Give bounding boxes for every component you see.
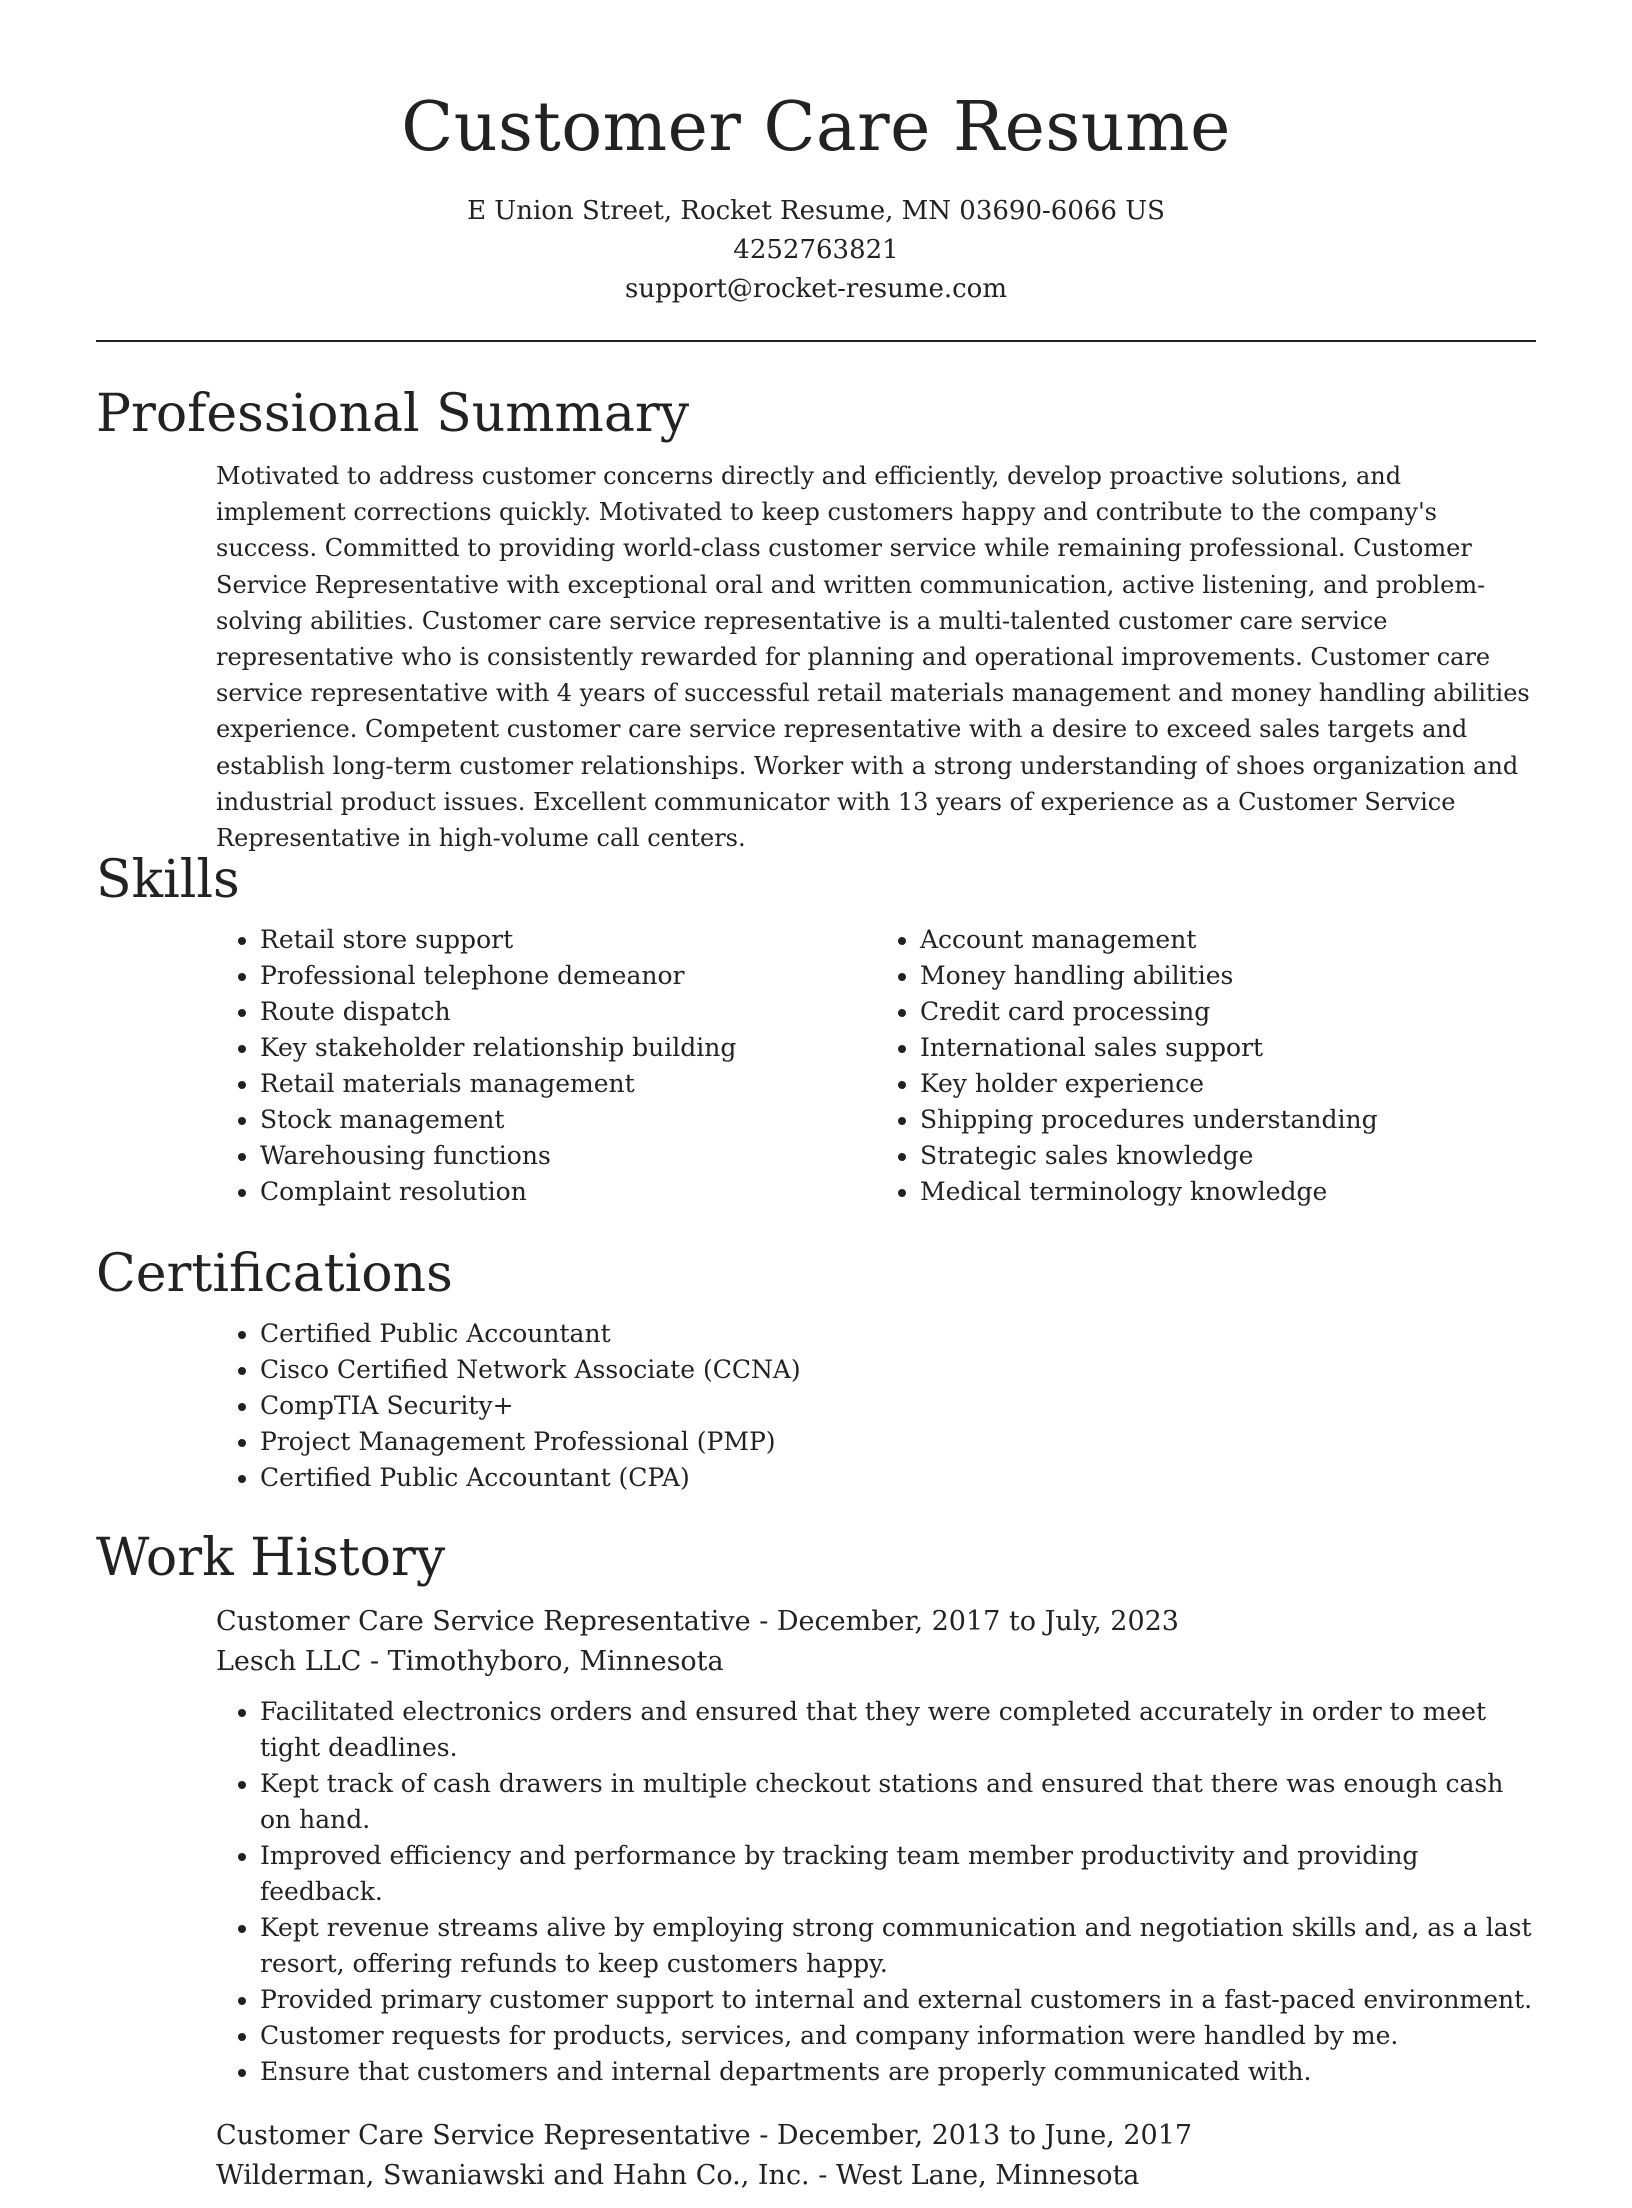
header-divider — [96, 340, 1536, 342]
skill-item: • International sales support — [920, 1030, 1536, 1066]
certifications-heading: Certifications — [96, 1244, 453, 1304]
email: support@rocket-resume.com — [624, 274, 1007, 304]
skill-item: • Retail store support — [260, 922, 876, 958]
skill-item: • Strategic sales knowledge — [920, 1138, 1536, 1174]
resume-title: Customer Care Resume — [401, 88, 1231, 167]
certification-item: • Certified Public Accountant (CPA) — [260, 1460, 1536, 1496]
job-title: Customer Care Service Representative — [216, 2120, 751, 2151]
job-bullet: • Ensure that customers and internal departments are properly communicated with. — [260, 2054, 1536, 2090]
skills-heading: Skills — [96, 850, 240, 910]
summary-heading: Professional Summary — [96, 384, 690, 444]
job-title-line — [216, 2116, 1536, 2156]
skill-item: • Money handling abilities — [920, 958, 1536, 994]
skill-item: • Key stakeholder relationship building — [260, 1030, 876, 1066]
skill-item: • Account management — [920, 922, 1536, 958]
skills-section — [96, 848, 1536, 1210]
work-history-section — [96, 1526, 1536, 2208]
skill-item: • Credit card processing — [920, 994, 1536, 1030]
job-entry — [216, 1602, 1536, 2090]
work-history-heading: Work History — [96, 1528, 446, 1588]
job-bullet: • Facilitated electronics orders and ensured that they were completed accurately in order to meet tight deadlines. — [260, 1694, 1536, 1766]
job-title-line — [216, 1602, 1536, 1642]
job-entry — [216, 2116, 1536, 2196]
certifications-list — [216, 1316, 1536, 1496]
certification-item: • Cisco Certified Network Associate (CCNA) — [260, 1352, 1536, 1388]
job-dates: - December, 2017 to July, 2023 — [750, 1606, 1179, 1637]
job-bullets — [216, 1694, 1536, 2090]
job-bullet: • Kept track of cash drawers in multiple checkout stations and ensured that there was enough cash on hand. — [260, 1766, 1536, 1838]
job-company: Lesch LLC - Timothyboro, Minnesota — [216, 1646, 724, 1677]
skill-item: • Warehousing functions — [260, 1138, 876, 1174]
skill-item: • Stock management — [260, 1102, 876, 1138]
summary-text: Motivated to address customer concerns directly and efficiently, develop proactive solutions, and implement corrections quickly. Motivated to keep customers happy and contribute to the company's success. Committed to providing world-class customer service while remaining professional. Customer Service Representative with exceptional oral and written communication, active listening, and problem-solving abilities. Customer care service representative is a multi-talented customer care service representative who is consistently rewarded for planning and operational improvements. Customer care service representative with 4 years of successful retail materials management and money handling abilities experience. Competent customer care service representative with a desire to exceed sales targets and establish long-term customer relationships. Worker with a strong understanding of shoes organization and industrial product issues. Excellent communicator with 13 years of experience as a Customer Service Representative in high-volume call centers. — [216, 462, 1530, 853]
resume-header — [0, 0, 1632, 309]
certification-item: • Project Management Professional (PMP) — [260, 1424, 1536, 1460]
skills-list-right — [876, 922, 1536, 1210]
skill-item: • Professional telephone demeanor — [260, 958, 876, 994]
job-company: Wilderman, Swaniawski and Hahn Co., Inc. - West Lane, Minnesota — [216, 2160, 1140, 2191]
address: E Union Street, Rocket Resume, MN 03690-6066 US — [467, 196, 1165, 226]
job-bullet: • Customer requests for products, services, and company information were handled by me. — [260, 2018, 1536, 2054]
certification-item: • Certified Public Accountant — [260, 1316, 1536, 1352]
job-bullet: • Kept revenue streams alive by employing strong communication and negotiation skills and, as a last resort, offering refunds to keep customers happy. — [260, 1910, 1536, 1982]
skills-list-left — [216, 922, 876, 1210]
job-bullet: • Improved efficiency and performance by tracking team member productivity and providing feedback. — [260, 1838, 1536, 1910]
job-dates: - December, 2013 to June, 2017 — [750, 2120, 1193, 2151]
skill-item: • Shipping procedures understanding — [920, 1102, 1536, 1138]
certifications-section — [96, 1242, 1536, 1496]
skill-item: • Retail materials management — [260, 1066, 876, 1102]
job-bullet: • Provided primary customer support to internal and external customers in a fast-paced environment. — [260, 1982, 1536, 2018]
certification-item: • CompTIA Security+ — [260, 1388, 1536, 1424]
phone: 4252763821 — [733, 235, 899, 265]
skill-item: • Key holder experience — [920, 1066, 1536, 1102]
job-title: Customer Care Service Representative — [216, 1606, 751, 1637]
skill-item: • Complaint resolution — [260, 1174, 876, 1210]
skill-item: • Route dispatch — [260, 994, 876, 1030]
skill-item: • Medical terminology knowledge — [920, 1174, 1536, 1210]
summary-section — [96, 382, 1536, 856]
